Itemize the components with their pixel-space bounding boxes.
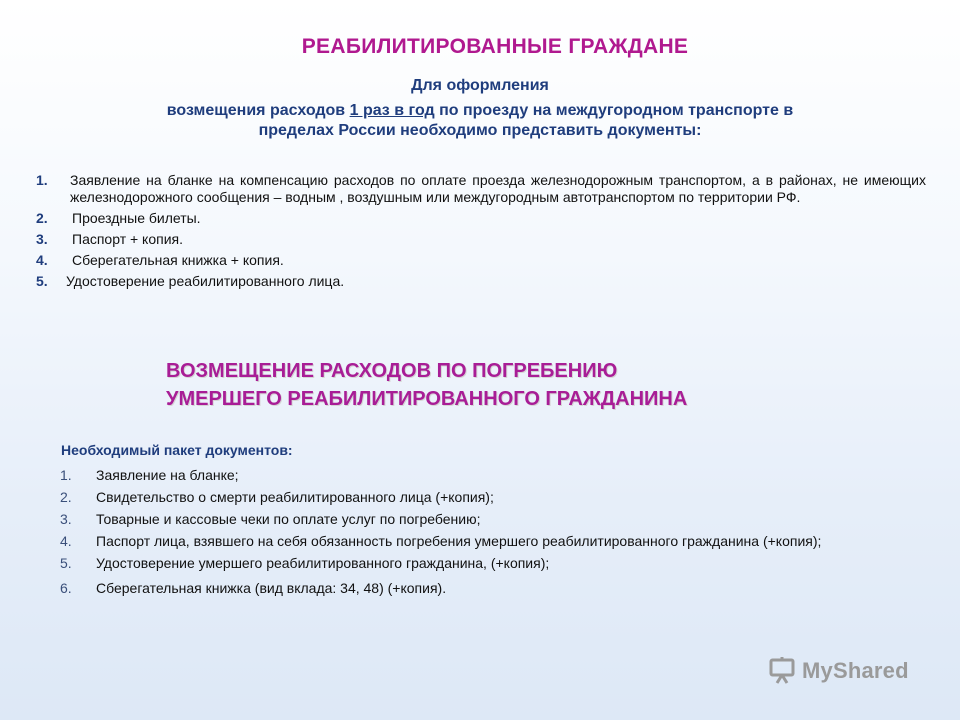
list-item [60, 486, 900, 508]
list-number: 2. [36, 210, 48, 226]
list-text: Товарные и кассовые чеки по оплате услуг по погребению; [96, 511, 481, 527]
list-number: 1. [36, 172, 48, 188]
list-number: 3. [60, 511, 72, 527]
list-number: 4. [60, 533, 72, 549]
list-item [60, 552, 900, 574]
list-number: 4. [36, 252, 48, 268]
list-number: 1. [60, 467, 72, 483]
list-item [60, 508, 900, 530]
list-text: Свидетельство о смерти реабилитированного лица (+копия); [96, 489, 494, 505]
list-number: 3. [36, 231, 48, 247]
list-item [36, 210, 926, 227]
intro-line-3: пределах России необходимо представить документы: [258, 122, 702, 139]
list-text: Удостоверение реабилитированного лица. [66, 273, 345, 289]
list-text: Заявление на бланке на компенсацию расходов по оплате проезда железнодорожным транспортом, а в районах, не имеющих железнодорожного сообщения – водным , воздушным или междугородным автотранспортом по территории РФ. [70, 172, 926, 205]
intro-line-2-end: по проезду на междугородном транспорте в [434, 102, 794, 119]
list-text: Сберегательная книжка (вид вклада: 34, 48) (+копия). [96, 580, 447, 596]
intro-line-2-start: возмещения расходов [166, 102, 350, 119]
presentation-board-icon [768, 656, 798, 686]
list-number: 2. [60, 489, 72, 505]
intro-line-1: Для оформления [411, 77, 549, 94]
burial-title-line-1: ВОЗМЕЩЕНИЕ РАСХОДОВ ПО ПОГРЕБЕНИЮ [166, 360, 618, 382]
list-text: Сберегательная книжка + копия. [72, 252, 284, 268]
list-text: Паспорт + копия. [72, 231, 184, 247]
burial-title-line-2: УМЕРШЕГО РЕАБИЛИТИРОВАННОГО ГРАЖДАНИНА [166, 388, 688, 410]
list-number: 5. [36, 273, 48, 289]
list-text: Заявление на бланке; [96, 467, 239, 483]
package-heading: Необходимый пакет документов: [61, 442, 293, 458]
list-item [36, 273, 926, 290]
page-title: РЕАБИЛИТИРОВАННЫЕ ГРАЖДАНЕ [301, 35, 689, 58]
list-item [60, 530, 900, 552]
list-number: 5. [60, 555, 72, 571]
list-text: Паспорт лица, взявшего на себя обязанность погребения умершего реабилитированного гражданина (+копия); [96, 533, 822, 549]
list-item [60, 464, 900, 486]
list-item [36, 231, 926, 248]
list-item [60, 577, 900, 599]
list-item [36, 252, 926, 269]
list-item [36, 172, 926, 206]
burial-documents-list [60, 464, 900, 599]
intro-paragraph [0, 101, 960, 141]
list-text: Удостоверение умершего реабилитированного гражданина, (+копия); [96, 555, 550, 571]
list-number: 6. [60, 580, 72, 596]
watermark-text: MyShared [802, 658, 909, 683]
list-text: Проездные билеты. [72, 210, 201, 226]
watermark-logo [768, 656, 909, 686]
burial-section-title [166, 357, 687, 413]
travel-documents-list [36, 172, 926, 294]
intro-underlined-phrase: 1 раз в год [349, 102, 435, 119]
